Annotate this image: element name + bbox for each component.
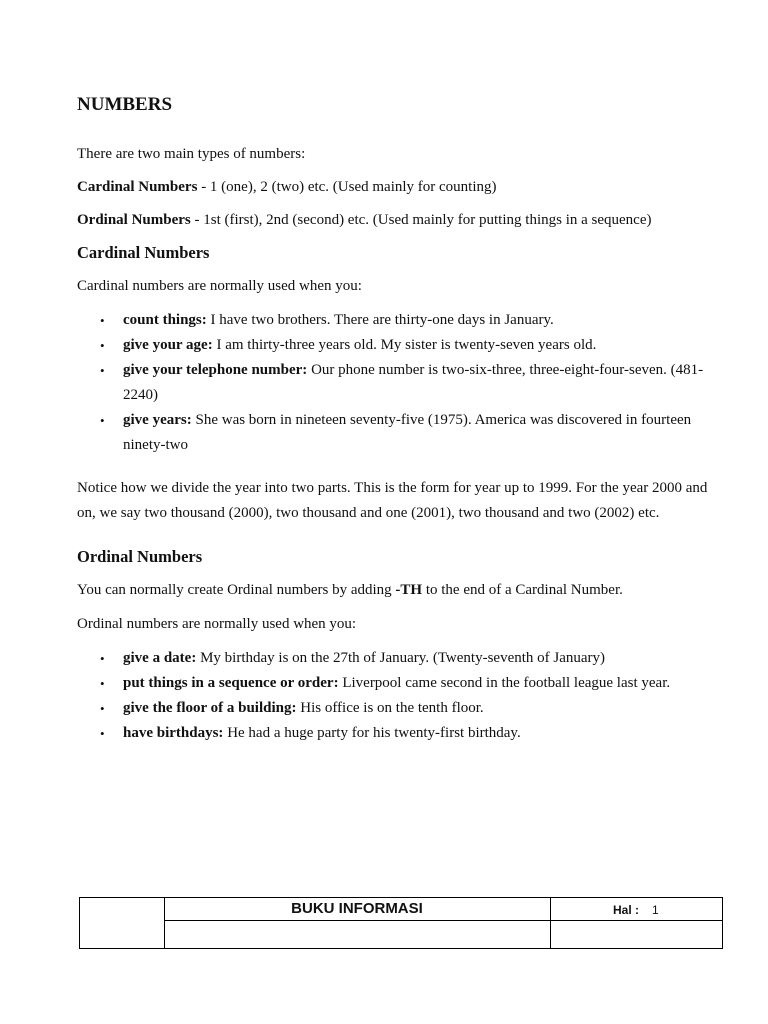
create-pre: You can normally create Ordinal numbers by adding [77,582,396,598]
footer-empty-cell [164,921,551,948]
footer-logo-cell [80,898,165,948]
footer-page-cell [551,898,722,921]
list-item [77,696,727,721]
list-item [77,358,727,408]
item-text: His office is on the tenth floor. [296,700,484,716]
bullet-icon: • [100,313,105,328]
page-number: 1 [652,903,659,917]
page-title: NUMBERS [77,94,173,115]
item-text: I have two brothers. There are thirty-one days in January. [206,312,554,328]
cardinal-lead: Cardinal numbers are normally used when you: [77,278,362,294]
item-term: count things: [123,312,207,328]
section-heading-ordinal: Ordinal Numbers [77,547,203,566]
item-text: Liverpool came second in the football league last year. [338,675,671,691]
item-term: give your age: [123,337,213,353]
bullet-icon: • [100,363,105,378]
footer-title: BUKU INFORMASI [164,898,551,921]
definition-term: Cardinal Numbers [77,179,198,195]
item-term: give your telephone number: [123,362,308,378]
definition-cardinal [77,175,727,200]
bullet-icon: • [100,338,105,353]
definition-text: - 1 (one), 2 (two) etc. (Used mainly for counting) [197,179,497,195]
item-text: He had a huge party for his twenty-first birthday. [223,725,521,741]
item-term: have birthdays: [123,725,224,741]
section-heading-cardinal: Cardinal Numbers [77,243,210,262]
cardinal-list [77,308,727,458]
intro-text: There are two main types of numbers: [77,146,306,162]
list-item [77,721,727,746]
definition-text: - 1st (first), 2nd (second) etc. (Used mainly for putting things in a sequence) [190,212,652,228]
document-page [77,92,727,746]
definition-ordinal [77,208,727,233]
page-label: Hal : [613,903,640,917]
item-text: I am thirty-three years old. My sister is twenty-seven years old. [212,337,597,353]
ordinal-lead: Ordinal numbers are normally used when you: [77,616,357,632]
item-text: My birthday is on the 27th of January. (Twenty-seventh of January) [196,650,606,666]
ordinal-create-text [77,578,727,603]
item-term: give the floor of a building: [123,700,297,716]
footer-table [79,897,723,949]
bullet-icon: • [100,726,105,741]
bullet-icon: • [100,676,105,691]
bullet-icon: • [100,701,105,716]
item-text: She was born in nineteen seventy-five (1975). America was discovered in fourteen ninety-two [123,412,692,453]
year-note: Notice how we divide the year into two parts. This is the form for year up to 1999. For the year 2000 and on, we say two thousand (2000), two thousand and one (2001), two thousand and two (2002) etc. [77,480,708,521]
bullet-icon: • [100,413,105,428]
item-text: Our phone number is two-six-three, three-eight-four-seven. (481-2240) [123,362,704,403]
list-item [77,333,727,358]
list-item [77,646,727,671]
list-item [77,408,727,458]
bullet-icon: • [100,651,105,666]
definition-term: Ordinal Numbers [77,212,191,228]
item-term: put things in a sequence or order: [123,675,339,691]
list-item [77,308,727,333]
create-post: to the end of a Cardinal Number. [422,582,623,598]
ordinal-list [77,646,727,746]
item-term: give years: [123,412,192,428]
item-term: give a date: [123,650,197,666]
create-suffix: -TH [395,582,423,598]
list-item [77,671,727,696]
